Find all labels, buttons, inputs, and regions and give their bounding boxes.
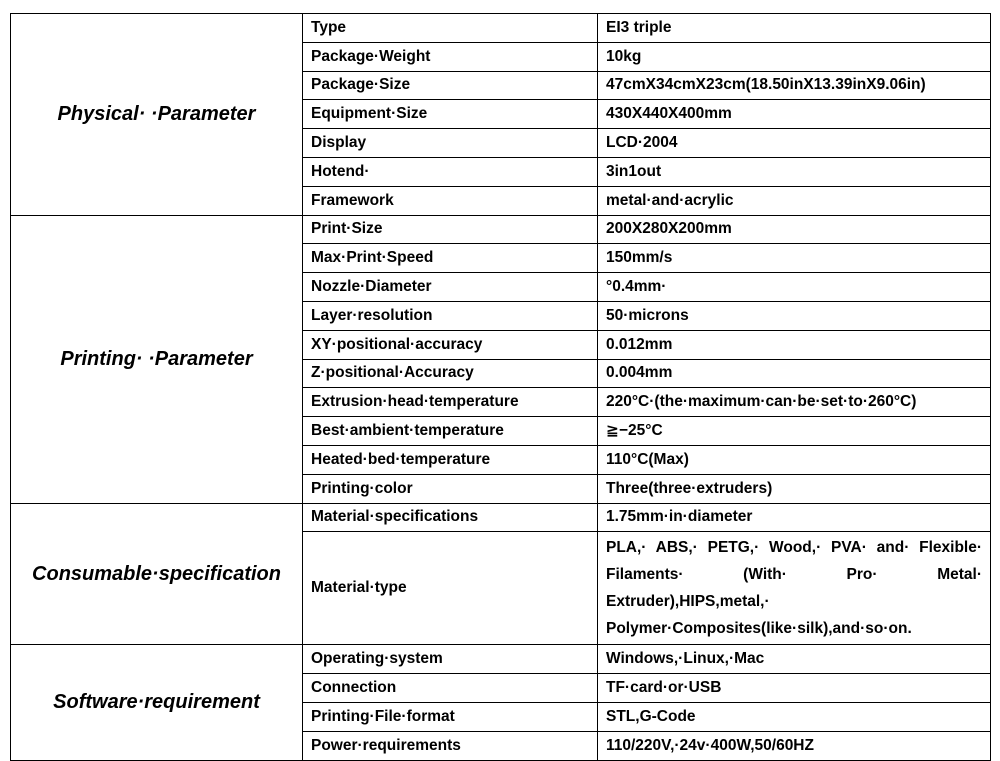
spec-value: 3in1out: [598, 157, 991, 186]
table-row: [11, 14, 991, 43]
spec-label: Layer·resolution: [303, 301, 598, 330]
spec-label: Power·requirements: [303, 731, 598, 760]
spec-value: Windows,·Linux,·Mac: [598, 645, 991, 674]
table-row: [11, 503, 991, 532]
section-title: Consumable·specification: [11, 503, 303, 645]
spec-label: Best·ambient·temperature: [303, 417, 598, 446]
spec-label: Connection: [303, 674, 598, 703]
spec-label: Extrusion·head·temperature: [303, 388, 598, 417]
spec-value: 47cmX34cmX23cm(18.50inX13.39inX9.06in): [598, 71, 991, 100]
spec-value: 1.75mm·in·diameter: [598, 503, 991, 532]
spec-label: XY·positional·accuracy: [303, 330, 598, 359]
spec-label: Display: [303, 129, 598, 158]
spec-value: 0.012mm: [598, 330, 991, 359]
spec-value: TF·card·or·USB: [598, 674, 991, 703]
spec-value: metal·and·acrylic: [598, 186, 991, 215]
spec-value: 220°C·(the·maximum·can·be·set·to·260°C): [598, 388, 991, 417]
spec-label: Operating·system: [303, 645, 598, 674]
spec-label: Equipment·Size: [303, 100, 598, 129]
spec-label: Material·type: [303, 532, 598, 645]
spec-value: STL,G-Code: [598, 702, 991, 731]
spec-label: Printing·File·format: [303, 702, 598, 731]
section-title: Software·requirement: [11, 645, 303, 760]
spec-label: Type: [303, 14, 598, 43]
spec-value: 430X440X400mm: [598, 100, 991, 129]
table-row: [11, 645, 991, 674]
section-title: Printing· ·Parameter: [11, 215, 303, 503]
spec-value: LCD·2004: [598, 129, 991, 158]
spec-value: 0.004mm: [598, 359, 991, 388]
spec-label: Material·specifications: [303, 503, 598, 532]
spec-value: 200X280X200mm: [598, 215, 991, 244]
spec-value: PLA,· ABS,· PETG,· Wood,· PVA· and· Flexible· Filaments· (With· Pro· Metal· Extruder),HIPS,metal,· Polymer·Composites(like·silk),and·so·on.: [598, 532, 991, 645]
spec-label: Hotend·: [303, 157, 598, 186]
spec-value: 150mm/s: [598, 244, 991, 273]
spec-value: 110/220V,·24v·400W,50/60HZ: [598, 731, 991, 760]
spec-value: 10kg: [598, 42, 991, 71]
spec-value: Three(three·extruders): [598, 474, 991, 503]
spec-label: Nozzle·Diameter: [303, 273, 598, 302]
spec-value: 110°C(Max): [598, 445, 991, 474]
spec-label: Printing·color: [303, 474, 598, 503]
spec-label: Z·positional·Accuracy: [303, 359, 598, 388]
spec-value: ≧−25°C: [598, 417, 991, 446]
spec-label: Framework: [303, 186, 598, 215]
spec-value: EI3 triple: [598, 14, 991, 43]
spec-label: Max·Print·Speed: [303, 244, 598, 273]
section-title: Physical· ·Parameter: [11, 14, 303, 216]
table-row: [11, 215, 991, 244]
specification-table: [10, 13, 991, 761]
spec-label: Print·Size: [303, 215, 598, 244]
specification-table-body: [11, 14, 991, 761]
spec-label: Package·Weight: [303, 42, 598, 71]
spec-label: Heated·bed·temperature: [303, 445, 598, 474]
spec-value: 50·microns: [598, 301, 991, 330]
spec-label: Package·Size: [303, 71, 598, 100]
spec-value: °0.4mm·: [598, 273, 991, 302]
